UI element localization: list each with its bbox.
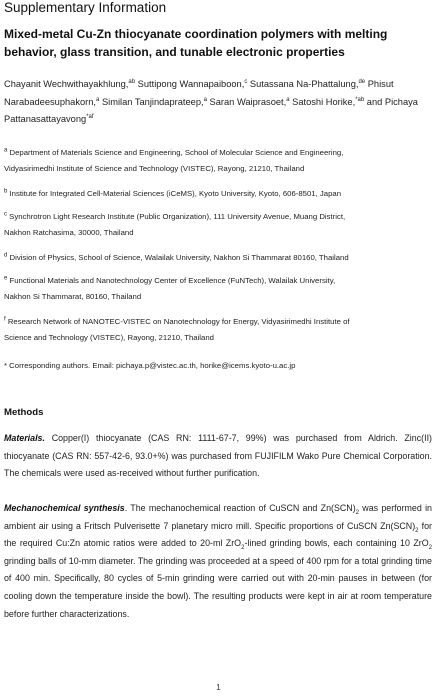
mechanochemical-paragraph: Mechanochemical synthesis. The mechanochemical reaction of CuSCN and $Zn(SCN)_2$ was performed in ambient air using a Fritsch Pulverisette 7 planetary micro mill. Specific proportions of CuSCN $Zn(SCN)_2$ for the required Cu:Zn atomic ratios were added to 20-ml ZrO$_2$-lined grinding bowls, each containing 10 ZrO$_2$ grinding balls of 10-mm diameter. The grinding was proceeded at a speed of 400 rpm for a total grinding time of 400 min. Specifically, 80 cycles of 5-min grinding were carried out with 20-min pauses in between (for cooling down the temperature inside the bowl). The resulting products were kept in air at room temperature before further characterizations. [4,503,433,619]
author: Sutassana Na-Phattalung,$^{de}$ [249,78,366,89]
affiliation-a: $^a$ Department of Materials Science and Engineering, School of Molecular Science and Engineering, Vidyasirimedhi Institute of Science and Technology (VISTEC), Rayong, 21210, Thailand [4,147,344,173]
author: Satoshi Horike,$^{*ab}$ [292,96,365,107]
author: Saran Waiprasoet,$^a$ [209,96,290,107]
affiliation-b: $^b$ Institute for Integrated Cell-Material Sciences (iCeMS), Kyoto University, Kyoto, 606-8501, Japan [4,188,342,198]
author: Suttipong Wannapaiboon,$^c$ [137,78,248,89]
page-number: 1 [216,683,221,692]
author: and Pichaya Pattanasattayavong$^{*af}$ [4,96,418,125]
author-list [4,76,432,129]
paper-title [4,25,429,61]
title-line-1: Mixed-metal Cu-Zn thiocyanate coordination polymers with melting [4,27,388,41]
affiliation-e: $^e$ Functional Materials and Nanotechnology Center of Excellence (FuNTech), Walailak University, Nakhon Si Thammarat, 80160, Thailand [4,275,336,301]
author: Similan Tanjindaprateep,$^a$ [101,96,207,107]
affiliation-c: $^c$ Synchrotron Light Research Institute (Public Organization), 111 University Avenue, Muang District, Nakhon Ratchasima, 30000, Thailand [4,211,346,237]
corresponding-authors: * Corresponding authors. Email: pichaya.p@vistec.ac.th, horike@icems.kyoto-u.ac.jp [4,361,296,370]
materials-label: Materials. [4,433,45,443]
mechanochemical-label: Mechanochemical synthesis [4,503,125,513]
affiliation-d: $^d$ Division of Physics, School of Science, Walailak University, Nakhon Si Thammarat 80160, Thailand [4,252,349,262]
supplementary-header: Supplementary Information [4,0,167,15]
materials-paragraph: Materials. Copper(I) thiocyanate (CAS RN: 1111-67-7, 99%) was purchased from Aldrich. Zinc(II) thiocyanate (CAS RN: 557-42-6, 93.0+%) was purchased from FUJIFILM Wako Pure Chemical Corporation. The chemicals were used as-received without further purification. [4,433,432,479]
methods-heading: Methods [4,407,44,418]
title-line-2: behavior, glass transition, and tunable electronic properties [4,45,345,59]
author: Phisut Narabadeesuphakorn,$^a$ [4,79,394,107]
author: Chayanit Wechwithayakhlung,$^{ab}$ [4,78,136,89]
affiliation-f: $^f$ Research Network of NANOTEC-VISTEC on Nanotechnology for Energy, Vidyasirimedhi Institute of Science and Technology (VISTEC), Rayong, 21210, Thailand [4,316,350,342]
